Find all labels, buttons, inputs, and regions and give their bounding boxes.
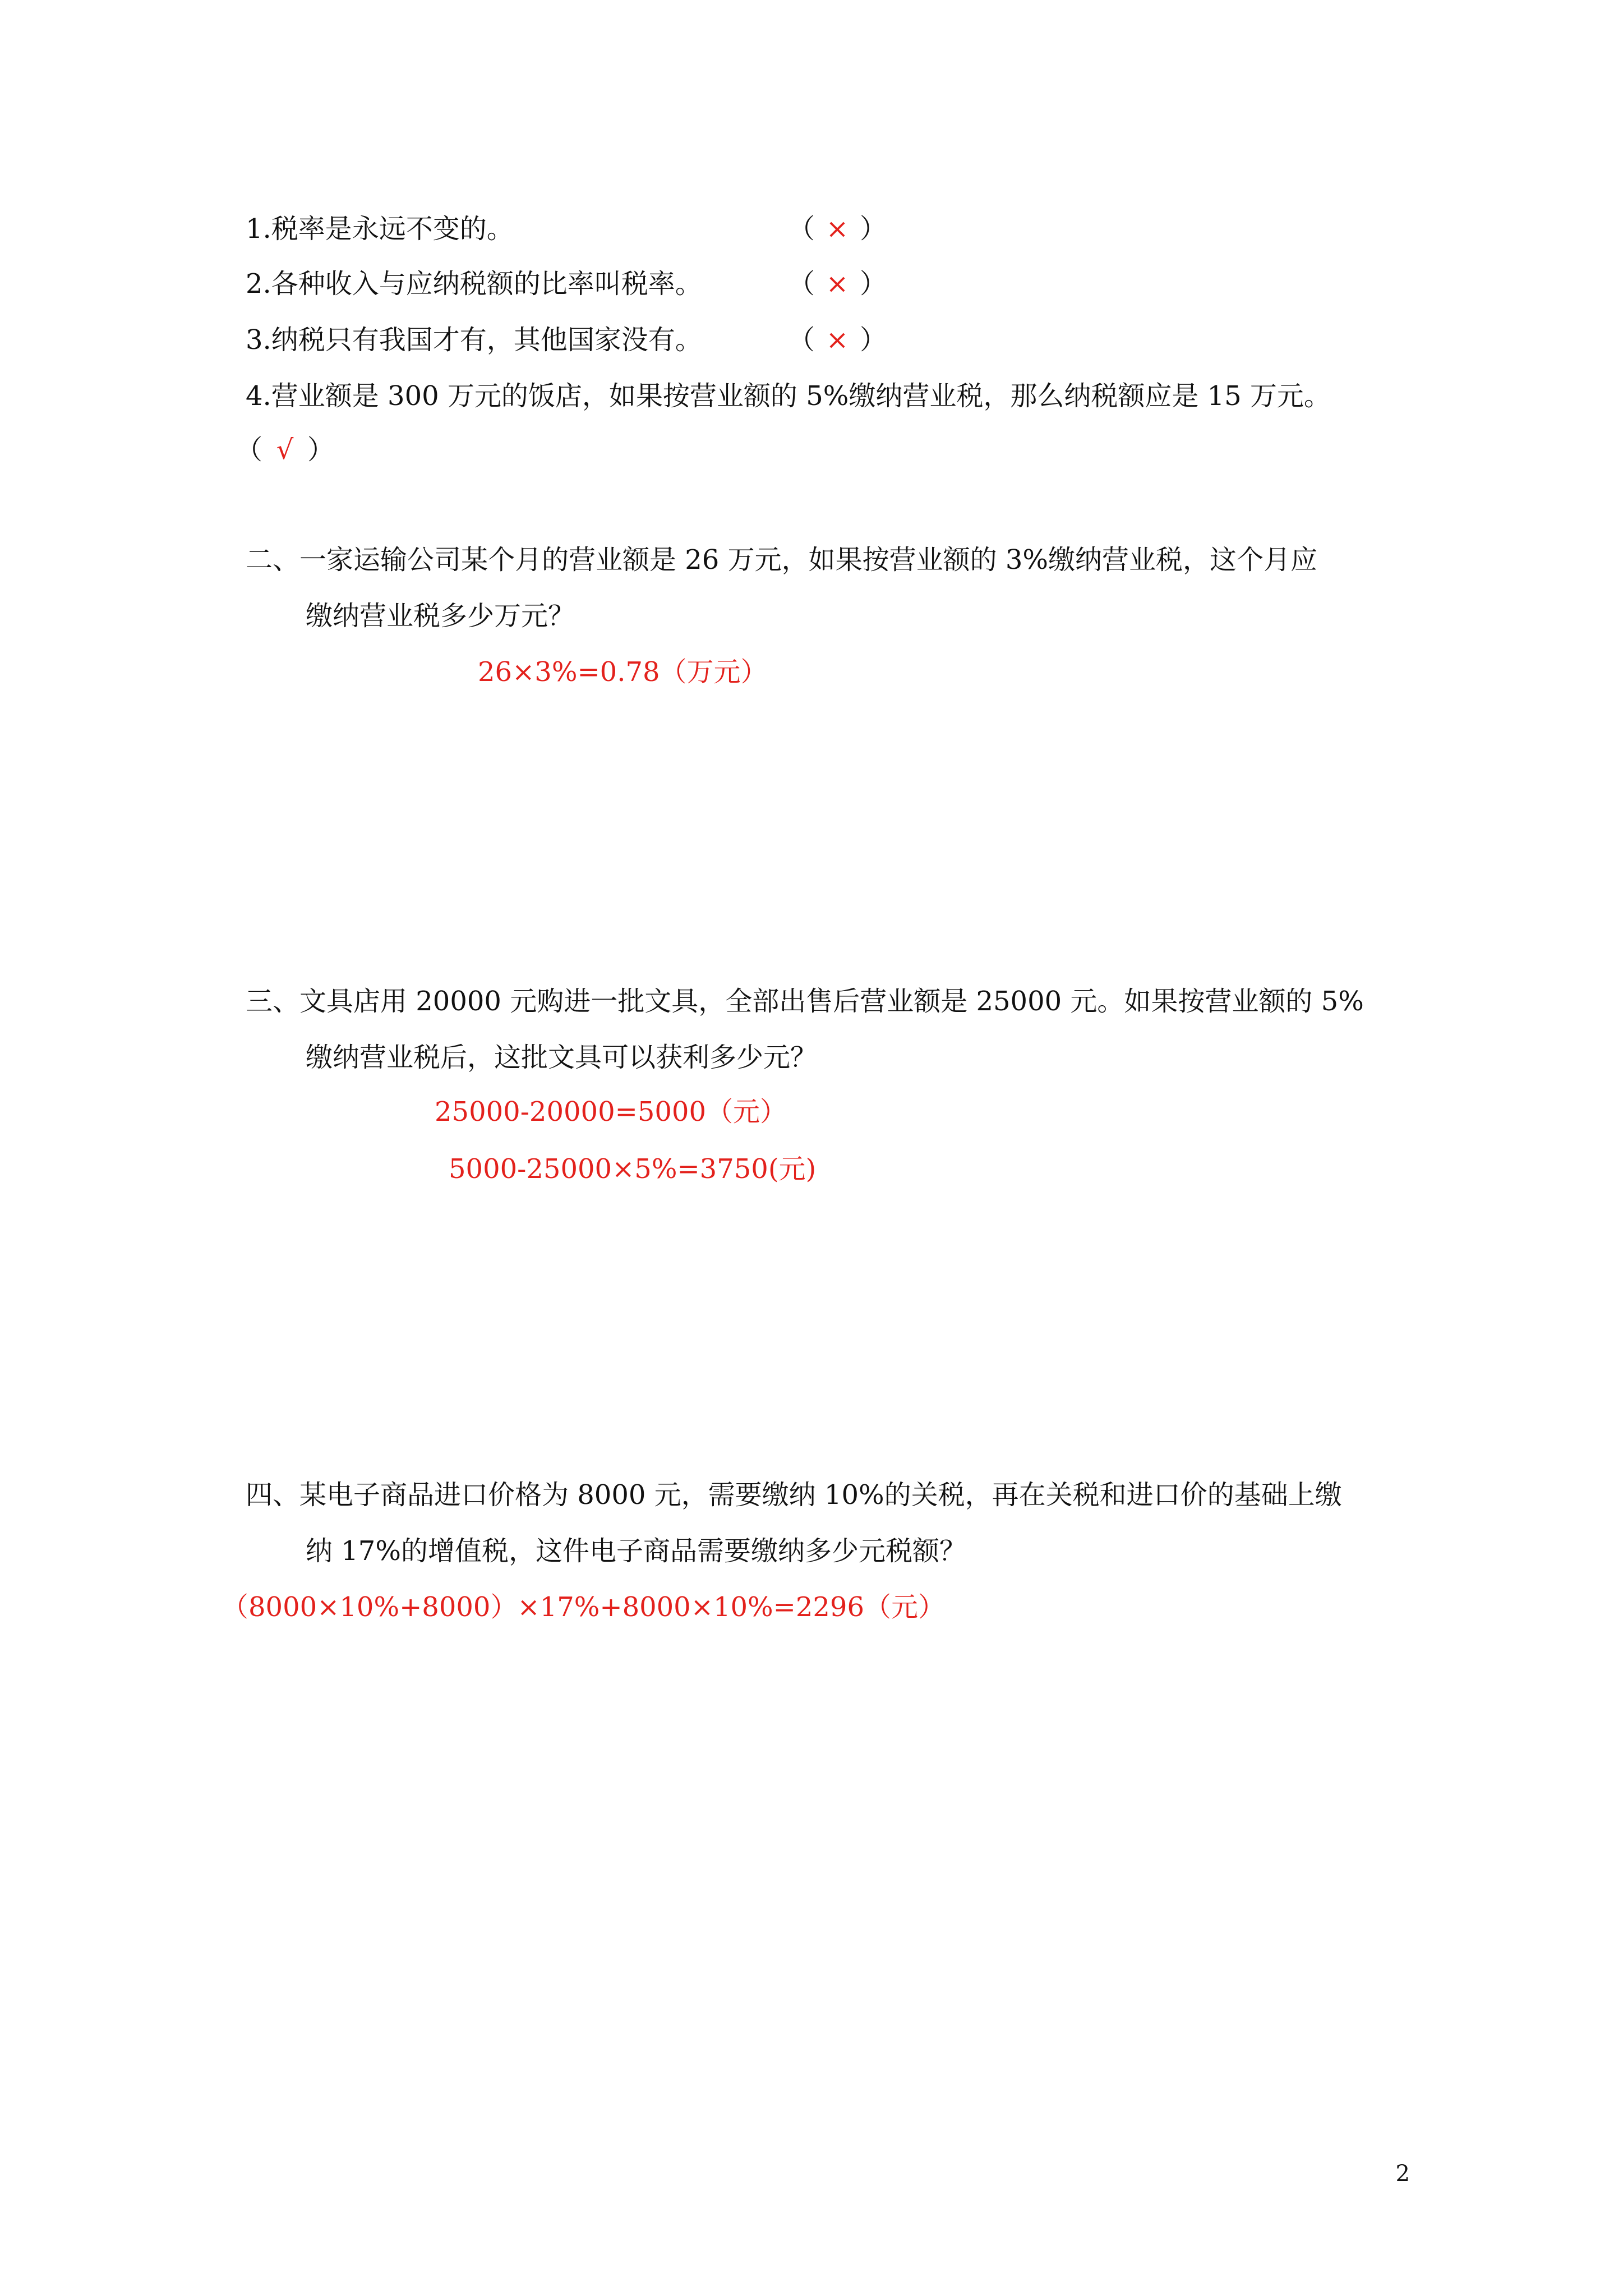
open-paren: （ xyxy=(788,268,815,300)
open-paren: （ xyxy=(236,434,263,466)
question-2-answer: 26×3%=0.78（万元） xyxy=(478,656,768,688)
close-paren: ） xyxy=(307,434,335,466)
question-2-line-1: 二、一家运输公司某个月的营业额是 26 万元，如果按营业额的 3%缴纳营业税，这个月应 xyxy=(246,544,1318,576)
close-paren: ） xyxy=(860,324,887,356)
check-mark-icon: √ xyxy=(276,434,294,466)
judgment-item-2: 2.各种收入与应纳税额的比率叫税率。 xyxy=(246,268,702,300)
cross-mark-icon: × xyxy=(826,213,849,245)
cross-mark-icon: × xyxy=(826,324,849,356)
question-2-line-2: 缴纳营业税多少万元？ xyxy=(306,600,575,632)
judgment-answer-2 xyxy=(788,267,887,301)
question-3-line-1: 三、文具店用 20000 元购进一批文具，全部出售后营业额是 25000 元。如果按营业额的 5% xyxy=(246,986,1364,1017)
close-paren: ） xyxy=(860,213,887,245)
question-4-answer: （8000×10%+8000）×17%+8000×10%=2296（元） xyxy=(222,1591,946,1623)
question-4-line-2: 纳 17%的增值税，这件电子商品需要缴纳多少元税额？ xyxy=(306,1535,966,1567)
question-3-answer-2: 5000-25000×5%=3750(元) xyxy=(449,1153,817,1185)
judgment-answer-1 xyxy=(788,212,887,246)
question-4-line-1: 四、某电子商品进口价格为 8000 元，需要缴纳 10%的关税，再在关税和进口价的基础上缴 xyxy=(246,1479,1342,1511)
judgment-item-3: 3.纳税只有我国才有，其他国家没有。 xyxy=(246,324,702,356)
judgment-item-4: 4.营业额是 300 万元的饭店，如果按营业额的 5%缴纳营业税，那么纳税额应是 15 万元。 xyxy=(246,380,1331,412)
question-3-line-2: 缴纳营业税后，这批文具可以获利多少元？ xyxy=(306,1042,818,1073)
cross-mark-icon: × xyxy=(826,268,849,300)
close-paren: ） xyxy=(860,268,887,300)
open-paren: （ xyxy=(788,213,815,245)
judgment-item-1: 1.税率是永远不变的。 xyxy=(246,213,514,245)
judgment-answer-4 xyxy=(236,433,334,467)
question-3-answer-1: 25000-20000=5000（元） xyxy=(435,1096,787,1128)
page-number: 2 xyxy=(1395,2161,1410,2187)
judgment-answer-3 xyxy=(788,323,887,357)
open-paren: （ xyxy=(788,324,815,356)
